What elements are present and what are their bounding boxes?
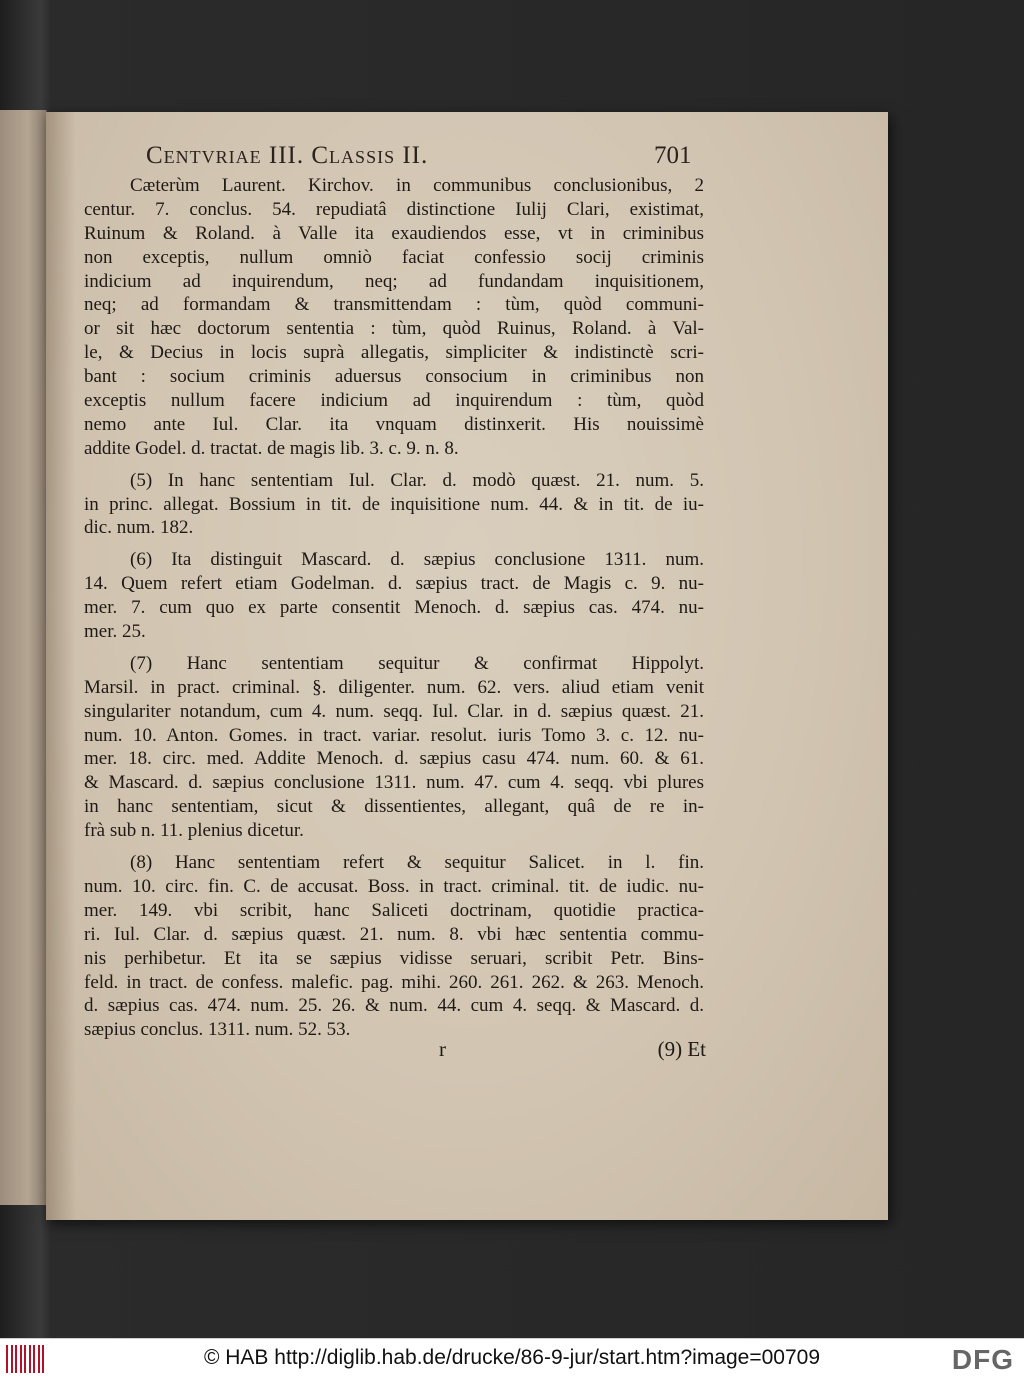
text-line: num. 10. circ. fin. C. de accusat. Boss. in tract. criminal. tit. de iudic. nu- — [84, 875, 704, 897]
text-line: neq; ad formandam & transmittendam : tùm, quòd communi- — [84, 294, 704, 316]
text-line: bant : socium criminis aduersus consocium in criminibus non — [84, 366, 704, 388]
text-line: d. sæpius cas. 474. num. 25. 26. & num. 44. cum 4. seqq. & Mascard. d. — [84, 995, 704, 1017]
running-head: Centvriae III. Classis II. — [146, 142, 429, 169]
text-line: in hanc sententiam, sicut & dissentientes, allegant, quâ de re in- — [84, 796, 704, 818]
text-line: non exceptis, nullum omniò faciat confessio socij criminis — [84, 246, 704, 268]
text-line: nis perhibetur. Et ita se sæpius vidisse seruari, scribit Petr. Bins- — [84, 947, 704, 969]
text-line: nemo ante Iul. Clar. ita vnquam distinxerit. His nouissimè — [84, 413, 704, 435]
text-line: frà sub n. 11. plenius dicetur. — [84, 820, 304, 842]
text-line: or sit hæc doctorum sententia : tùm, quòd Ruinus, Roland. à Val- — [84, 318, 704, 340]
text-line: exceptis nullum facere indicium ad inquirendum : tùm, quòd — [84, 390, 704, 412]
text-line: dic. num. 182. — [84, 517, 194, 539]
page-number: 701 — [654, 142, 692, 169]
text-line: Ruinum & Roland. à Valle ita exaudiendos esse, vt in criminibus — [84, 222, 704, 244]
book-page — [46, 112, 888, 1220]
text-line: sæpius conclus. 1311. num. 52. 53. — [84, 1019, 351, 1041]
dfg-logo: DFG — [951, 1344, 1014, 1375]
copyright-url-link[interactable]: © HAB http://diglib.hab.de/drucke/86-9-jur/start.htm?image=00709 — [203, 1346, 821, 1369]
text-line: (7) Hanc sententiam sequitur & confirmat Hippolyt. — [130, 652, 704, 674]
text-line: mer. 7. cum quo ex parte consentit Menoch. d. sæpius cas. 474. nu- — [84, 597, 704, 619]
text-line: singulariter notandum, cum 4. num. seqq. Iul. Clar. in d. sæpius quæst. 21. — [84, 700, 704, 722]
signature-mark: r — [439, 1037, 446, 1061]
text-line: (6) Ita distinguit Mascard. d. sæpius conclusione 1311. num. — [130, 549, 704, 571]
text-line: centur. 7. conclus. 54. repudiatâ distinctione Iulij Clari, existimat, — [84, 198, 704, 220]
text-line: indicium ad inquirendum, neq; ad fundandam inquisitionem, — [84, 270, 704, 292]
text-line: (5) In hanc sententiam Iul. Clar. d. modò quæst. 21. num. 5. — [130, 469, 704, 491]
text-line: mer. 25. — [84, 621, 146, 643]
catchword: (9) Et — [657, 1037, 706, 1061]
body-text — [84, 174, 704, 1042]
text-line: feld. in tract. de confess. malefic. pag. mihi. 260. 261. 262. & 263. Menoch. — [84, 971, 704, 993]
text-line: (8) Hanc sententiam refert & sequitur Salicet. in l. fin. — [130, 852, 704, 874]
text-line: addite Godel. d. tractat. de magis lib. 3. c. 9. n. 8. — [84, 437, 459, 459]
paragraph-gap — [84, 644, 704, 652]
text-line: ri. Iul. Clar. d. sæpius quæst. 21. num. 8. vbi hæc sententia commu- — [84, 923, 704, 945]
text-line: in princ. allegat. Bossium in tit. de inquisitione num. 44. & in tit. de iu- — [84, 493, 704, 515]
previous-page-edge — [0, 110, 47, 1205]
paragraph-gap — [84, 540, 704, 548]
gutter-shadow — [46, 112, 76, 1220]
text-line: le, & Decius in locis suprà allegatis, simpliciter & indistinctè scri- — [84, 342, 704, 364]
text-line: Marsil. in pract. criminal. §. diligenter. num. 62. vers. aliud etiam venit — [84, 676, 704, 698]
text-line: mer. 149. vbi scribit, hanc Saliceti doctrinam, quotidie practica- — [84, 899, 704, 921]
paragraph-gap — [84, 461, 704, 469]
text-line: num. 10. Anton. Gomes. in tract. variar. resolut. iuris Tomo 3. c. 12. nu- — [84, 724, 704, 746]
text-line: Cæterùm Laurent. Kirchov. in communibus conclusionibus, 2 — [130, 175, 704, 196]
text-line: 14. Quem refert etiam Godelman. d. sæpius tract. de Magis c. 9. nu- — [84, 573, 704, 595]
text-line: & Mascard. d. sæpius conclusione 1311. num. 47. cum 4. seqq. vbi plures — [84, 772, 704, 794]
credit-bar — [0, 1338, 1024, 1379]
text-line: mer. 18. circ. med. Addite Menoch. d. sæpius casu 474. num. 60. & 61. — [84, 748, 704, 770]
paragraph-gap — [84, 843, 704, 851]
